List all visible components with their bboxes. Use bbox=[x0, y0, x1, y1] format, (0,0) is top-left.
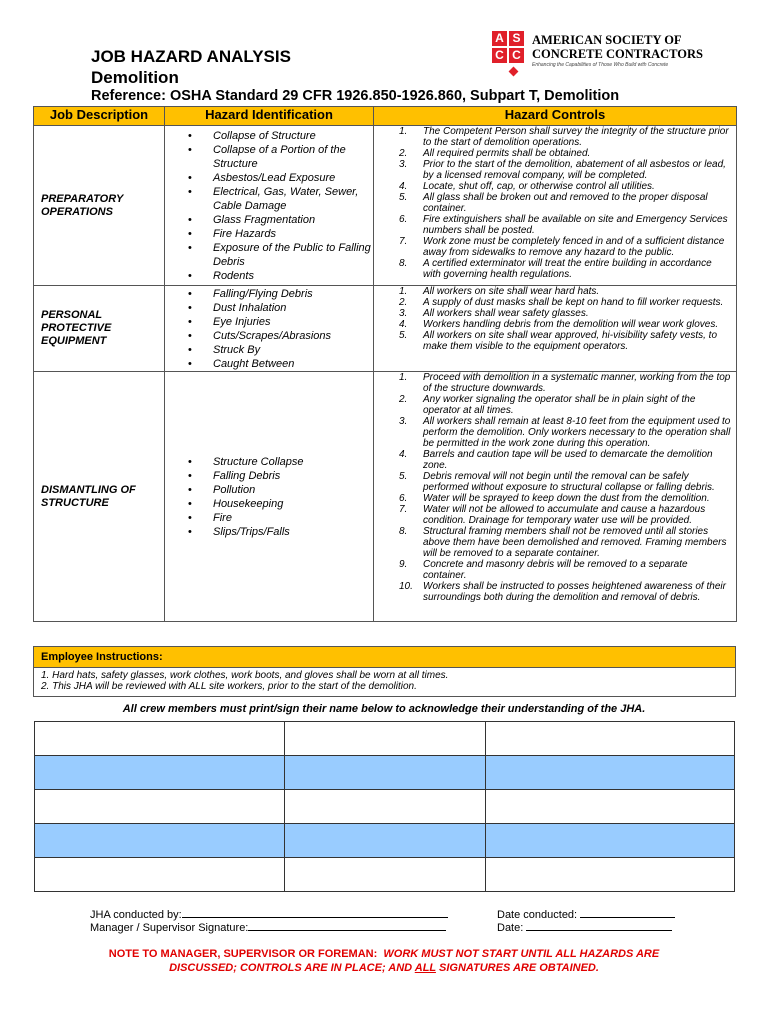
control-item: 6. Water will be sprayed to keep down the dust from the demolition. bbox=[399, 493, 710, 504]
logo-letter: A bbox=[492, 31, 507, 46]
logo-heart-icon bbox=[509, 67, 519, 77]
date-conducted-label: Date conducted: bbox=[497, 909, 578, 921]
instructions-title: Employee Instructions: bbox=[34, 647, 735, 668]
manager-signature-label: Manager / Supervisor Signature: bbox=[90, 922, 249, 934]
hazard-item: • Structure Collapse bbox=[200, 455, 373, 469]
header-hazard-identification: Hazard Identification bbox=[165, 107, 374, 126]
instruction-item: 2. This JHA will be reviewed with ALL site workers, prior to the start of the demolition. bbox=[41, 681, 417, 692]
manager-signature-field[interactable] bbox=[248, 920, 446, 931]
table-header-row bbox=[34, 107, 737, 126]
control-item: 1. The Competent Person shall survey the integrity of the structure prior to the start of demolition operations. bbox=[399, 126, 729, 148]
hazard-item: • Collapse of a Portion of the Structure bbox=[200, 143, 373, 171]
control-item: 4. Locate, shut off, cap, or otherwise control all utilities. bbox=[399, 181, 655, 192]
signature-cell[interactable] bbox=[285, 722, 486, 756]
control-text: All glass shall be broken out and removed to the proper disposal container. bbox=[423, 192, 708, 214]
signature-cell[interactable] bbox=[285, 858, 486, 892]
date-line bbox=[497, 920, 672, 934]
control-item: 8. Structural framing members shall not be removed until all stories above them have been demolished and removed. Framing members will be removed to a separate container. bbox=[399, 526, 727, 559]
control-text: Debris removal will not begin until the removal can be safely performed without exposure to structural collapse or falling debris. bbox=[423, 471, 715, 493]
note-prefix: NOTE TO MANAGER, SUPERVISOR OR FOREMAN: bbox=[108, 948, 378, 960]
signature-cell[interactable] bbox=[285, 824, 486, 858]
control-text: Workers shall be instructed to posses heightened awareness of their surroundings both during the demolition and removal of debris. bbox=[423, 581, 726, 603]
document-title: JOB HAZARD ANALYSIS bbox=[91, 47, 291, 66]
signature-cell[interactable] bbox=[35, 790, 285, 824]
table-row bbox=[34, 126, 737, 286]
control-text: A certified exterminator will treat the entire building in accordance with governing health regulations. bbox=[423, 258, 712, 280]
jha-conducted-by bbox=[90, 907, 448, 921]
signature-row bbox=[35, 824, 735, 858]
table-row bbox=[34, 372, 737, 622]
hazard-item: • Falling Debris bbox=[200, 469, 373, 483]
ascc-logo bbox=[492, 31, 702, 81]
manager-note bbox=[0, 947, 768, 975]
hazard-item: • Glass Fragmentation bbox=[200, 213, 373, 227]
control-item: 3. Prior to the start of the demolition, abatement of all asbestos or lead, by a licensed removal company, will be completed. bbox=[399, 159, 726, 181]
note-all: ALL bbox=[414, 962, 436, 974]
signature-row bbox=[35, 858, 735, 892]
hazard-controls-cell bbox=[374, 372, 737, 622]
signature-row bbox=[35, 722, 735, 756]
job-description: PREPARATORY OPERATIONS bbox=[41, 192, 124, 218]
control-text: Prior to the start of the demolition, abatement of all asbestos or lead, by a licensed removal company, will be completed. bbox=[423, 159, 726, 181]
table-row bbox=[34, 286, 737, 372]
note-part3: SIGNATURES ARE OBTAINED. bbox=[439, 962, 599, 974]
control-text: Any worker signaling the operator shall be in plain sight of the operator at all times. bbox=[423, 394, 696, 416]
logo-line1: AMERICAN SOCIETY OF bbox=[532, 33, 682, 47]
job-description-cell bbox=[34, 372, 165, 622]
hazard-item: • Dust Inhalation bbox=[200, 301, 373, 315]
control-text: Structural framing members shall not be removed until all stories above them have been demolished and removed. Framing members will be removed to a separate container. bbox=[423, 526, 727, 559]
logo-line2: CONCRETE CONTRACTORS bbox=[532, 47, 703, 61]
header-job-description: Job Description bbox=[34, 107, 165, 126]
control-item: 4. Barrels and caution tape will be used to demarcate the demolition zone. bbox=[399, 449, 713, 471]
control-text: All required permits shall be obtained. bbox=[423, 148, 591, 159]
date-conducted bbox=[497, 907, 675, 921]
control-text: All workers on site shall wear approved, hi-visibility safety vests, to make them visible to the equipment operators. bbox=[423, 330, 718, 352]
control-item: 7. Work zone must be completely fenced in and of a sufficient distance away from sidewalks to remove any hazard to the public. bbox=[399, 236, 725, 258]
signature-table bbox=[34, 721, 735, 892]
conducted-by-field[interactable] bbox=[182, 907, 448, 918]
hazard-item: • Falling/Flying Debris bbox=[200, 287, 373, 301]
control-item: 3. All workers shall wear safety glasses. bbox=[399, 308, 589, 319]
control-text: Proceed with demolition in a systematic manner, working from the top of the structure downwards. bbox=[423, 372, 731, 394]
hazard-item: • Cuts/Scrapes/Abrasions bbox=[200, 329, 373, 343]
hazard-item: • Asbestos/Lead Exposure bbox=[200, 171, 373, 185]
control-item: 4. Workers handling debris from the demolition will wear work gloves. bbox=[399, 319, 719, 330]
control-item: 1. Proceed with demolition in a systematic manner, working from the top of the structure downwards. bbox=[399, 372, 731, 394]
instruction-item: 1. Hard hats, safety glasses, work clothes, work boots, and gloves shall be worn at all times. bbox=[41, 670, 449, 681]
control-item: 3. All workers shall remain at least 8-10 feet from the equipment used to perform the demolition. Only workers necessary to the operation shall be permitted in the work zone during this operation. bbox=[399, 416, 731, 449]
hazard-item: • Electrical, Gas, Water, Sewer, Cable Damage bbox=[200, 185, 373, 213]
control-text: The Competent Person shall survey the integrity of the structure prior to the start of demolition operations. bbox=[423, 126, 729, 148]
control-item: 2. All required permits shall be obtained. bbox=[399, 148, 591, 159]
control-text: All workers shall wear safety glasses. bbox=[423, 308, 589, 319]
signature-cell[interactable] bbox=[486, 756, 735, 790]
control-text: Fire extinguishers shall be available on site and Emergency Services numbers shall be posted. bbox=[423, 214, 728, 236]
hazard-item: • Fire bbox=[200, 511, 373, 525]
document-subtitle: Demolition bbox=[91, 68, 179, 87]
logo-tagline: Enhancing the Capabilities of Those Who Build with Concrete bbox=[532, 62, 669, 68]
control-item: 8. A certified exterminator will treat the entire building in accordance with governing health regulations. bbox=[399, 258, 712, 280]
logo-letter: C bbox=[492, 48, 507, 63]
signature-cell[interactable] bbox=[285, 756, 486, 790]
signature-cell[interactable] bbox=[486, 824, 735, 858]
control-item: 1. All workers on site shall wear hard hats. bbox=[399, 286, 600, 297]
job-description-cell bbox=[34, 286, 165, 372]
hazard-identification-cell bbox=[165, 126, 374, 286]
control-text: Water will be sprayed to keep down the dust from the demolition. bbox=[423, 493, 710, 504]
hazard-item: • Collapse of Structure bbox=[200, 129, 373, 143]
signature-cell[interactable] bbox=[35, 722, 285, 756]
control-item: 6. Fire extinguishers shall be available on site and Emergency Services numbers shall be posted. bbox=[399, 214, 728, 236]
control-item: 5. Debris removal will not begin until the removal can be safely performed without exposure to structural collapse or falling debris. bbox=[399, 471, 715, 493]
date-conducted-field[interactable] bbox=[580, 907, 675, 918]
signature-cell[interactable] bbox=[486, 858, 735, 892]
job-description-cell bbox=[34, 126, 165, 286]
hazard-item: • Slips/Trips/Falls bbox=[200, 525, 373, 539]
control-text: All workers shall remain at least 8-10 feet from the equipment used to perform the demolition. Only workers necessary to the operation shall be permitted in the work zone during this operation. bbox=[423, 416, 731, 449]
employee-instructions bbox=[33, 646, 736, 697]
header-hazard-controls: Hazard Controls bbox=[374, 107, 737, 126]
control-text: Barrels and caution tape will be used to demarcate the demolition zone. bbox=[423, 449, 713, 471]
control-text: Work zone must be completely fenced in and of a sufficient distance away from sidewalks to remove any hazard to the public. bbox=[423, 236, 725, 258]
hazard-identification-cell bbox=[165, 372, 374, 622]
logo-letter: S bbox=[509, 31, 524, 46]
signature-cell[interactable] bbox=[486, 722, 735, 756]
control-item: 2. Any worker signaling the operator shall be in plain sight of the operator at all times. bbox=[399, 394, 696, 416]
signature-cell[interactable] bbox=[285, 790, 486, 824]
hazard-item: • Pollution bbox=[200, 483, 373, 497]
signature-cell[interactable] bbox=[35, 824, 285, 858]
control-item: 2. A supply of dust masks shall be kept on hand to fill worker requests. bbox=[399, 297, 724, 308]
hazard-item: • Caught Between bbox=[200, 357, 373, 371]
signature-cell[interactable] bbox=[35, 756, 285, 790]
control-text: A supply of dust masks shall be kept on hand to fill worker requests. bbox=[423, 297, 724, 308]
signature-row bbox=[35, 790, 735, 824]
control-text: All workers on site shall wear hard hats. bbox=[423, 286, 600, 297]
hazard-controls-cell bbox=[374, 126, 737, 286]
control-text: Water will not be allowed to accumulate and cause a hazardous condition. Drainage for temporary water use will be provided. bbox=[423, 504, 706, 526]
date-label: Date: bbox=[497, 922, 524, 934]
hazard-item: • Fire Hazards bbox=[200, 227, 373, 241]
logo-letter: C bbox=[509, 48, 524, 63]
job-description: DISMANTLING OF STRUCTURE bbox=[41, 483, 136, 509]
control-text: Locate, shut off, cap, or otherwise control all utilities. bbox=[423, 181, 655, 192]
conducted-by-label: JHA conducted by: bbox=[90, 909, 182, 921]
control-text: Concrete and masonry debris will be removed to a separate container. bbox=[423, 559, 688, 581]
control-item: 10. Workers shall be instructed to posses heightened awareness of their surroundings both during the demolition and removal of debris. bbox=[399, 581, 726, 603]
manager-signature bbox=[90, 920, 446, 934]
control-text: Workers handling debris from the demolition will wear work gloves. bbox=[423, 319, 719, 330]
hazard-identification-cell bbox=[165, 286, 374, 372]
control-item: 5. All glass shall be broken out and removed to the proper disposal container. bbox=[399, 192, 708, 214]
note-part1: WORK MUST NOT START UNTIL ALL HAZARDS ARE bbox=[383, 948, 660, 960]
hazard-item: • Housekeeping bbox=[200, 497, 373, 511]
signature-cell[interactable] bbox=[35, 858, 285, 892]
reference-line: Reference: OSHA Standard 29 CFR 1926.850-1926.860, Subpart T, Demolition bbox=[91, 88, 620, 104]
hazard-item: • Rodents bbox=[200, 269, 373, 283]
note-part2: DISCUSSED; CONTROLS ARE IN PLACE; AND bbox=[169, 962, 413, 974]
signature-row bbox=[35, 756, 735, 790]
hazard-item: • Struck By bbox=[200, 343, 373, 357]
acknowledgement-text: All crew members must print/sign their name below to acknowledge their understanding of the JHA. bbox=[122, 703, 646, 715]
hazard-item: • Eye Injuries bbox=[200, 315, 373, 329]
date-field[interactable] bbox=[526, 920, 672, 931]
signature-cell[interactable] bbox=[486, 790, 735, 824]
control-item: 5. All workers on site shall wear approved, hi-visibility safety vests, to make them visible to the equipment operators. bbox=[399, 330, 718, 352]
hazard-item: • Exposure of the Public to Falling Debris bbox=[200, 241, 373, 269]
job-description: PERSONAL PROTECTIVE EQUIPMENT bbox=[41, 309, 112, 347]
control-item: 7. Water will not be allowed to accumulate and cause a hazardous condition. Drainage for temporary water use will be provided. bbox=[399, 504, 706, 526]
hazard-analysis-table bbox=[33, 106, 737, 622]
hazard-controls-cell bbox=[374, 286, 737, 372]
control-item: 9. Concrete and masonry debris will be removed to a separate container. bbox=[399, 559, 688, 581]
